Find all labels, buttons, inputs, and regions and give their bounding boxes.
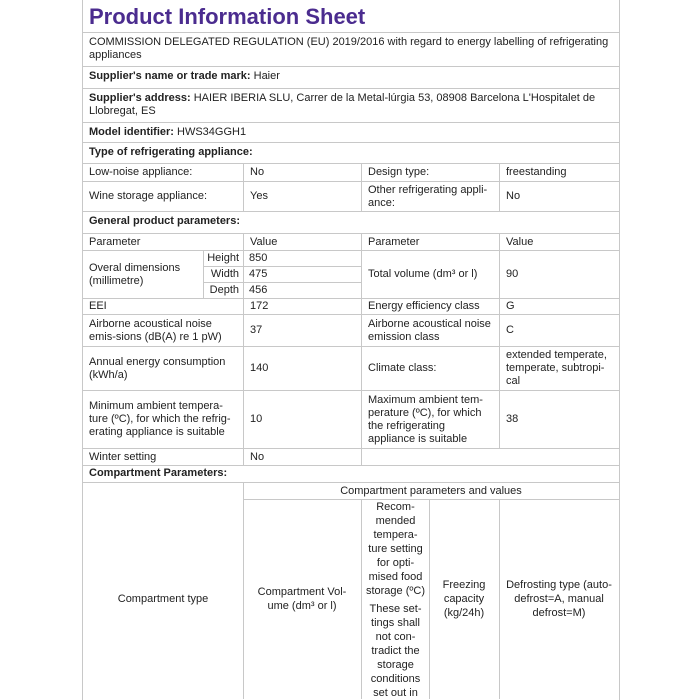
general-header-row (83, 234, 619, 251)
recommended-temperature-note: These set-tings shall not con-tradict the storage conditions set out in (369, 603, 422, 699)
design-type-label: Design type: (361, 164, 499, 181)
total-volume-value: 90 (499, 251, 619, 298)
width-label: Width (210, 268, 239, 280)
eei-value: 172 (243, 299, 361, 314)
low-noise-row (83, 164, 619, 182)
model-label: Model identifier: (89, 126, 174, 138)
wine-storage-label: Wine storage appliance: (89, 190, 208, 202)
supplier-name-row (83, 67, 619, 89)
defrosting-type-header: Defrosting type (auto-defrost=A, manual defrost=M) (506, 579, 612, 619)
low-noise-value: No (243, 164, 361, 181)
other-refrigerating-label: Other refrigerating appli-ance: (361, 182, 499, 211)
type-heading: Type of refrigerating appliance: (83, 143, 619, 164)
product-information-sheet (82, 0, 620, 700)
winter-setting-empty (361, 449, 619, 465)
low-noise-label: Low-noise appliance: (89, 166, 193, 178)
annual-energy-label: Annual energy consumption (kWh/a) (89, 355, 226, 381)
freezing-capacity-header: Freezing capacity (kg/24h) (442, 579, 486, 619)
value-header-2: Value (499, 234, 619, 250)
supplier-address-value: HAIER IBERIA SLU, Carrer de la Metal-lúrgia 53, 08908 Barcelona L'Hospitalet de Llobregat, ES (89, 92, 596, 117)
parameter-header-2: Parameter (361, 234, 499, 250)
other-refrigerating-value: No (499, 182, 619, 211)
total-volume-label: Total volume (dm³ or l) (361, 251, 499, 298)
height-label: Height (207, 252, 239, 264)
wine-storage-value: Yes (243, 182, 361, 211)
supplier-name-value: Haier (253, 70, 280, 82)
energy-class-label: Energy efficiency class (361, 299, 499, 314)
design-type-value: freestanding (499, 164, 619, 181)
width-value: 475 (249, 268, 268, 280)
recommended-temperature-header (362, 500, 429, 700)
supplier-address-label: Supplier's address: (89, 92, 191, 104)
annual-energy-row (83, 347, 619, 391)
supplier-name-label: Supplier's name or trade mark: (89, 70, 251, 82)
depth-label: Depth (209, 284, 239, 296)
max-temperature-label: Maximum ambient tem-perature (ºC), for which the refrigerating appliance is suitable (361, 391, 499, 448)
value-header: Value (243, 234, 361, 250)
supplier-address-row (83, 89, 619, 123)
ambient-temperature-row (83, 391, 619, 449)
winter-setting-row (83, 449, 619, 466)
wine-storage-row (83, 182, 619, 212)
min-temperature-value: 10 (243, 391, 361, 448)
energy-class-value: G (499, 299, 619, 314)
recommended-temperature-text: Recom-mended tempera-ture setting for opti-mised food storage (ºC) (365, 501, 426, 597)
max-temperature-value: 38 (499, 391, 619, 448)
parameter-header: Parameter (89, 235, 141, 248)
height-value: 850 (249, 252, 268, 264)
depth-value: 456 (249, 284, 268, 296)
regulation-row (83, 33, 619, 67)
model-value: HWS34GGH1 (177, 126, 247, 138)
climate-class-value: extended temperate, temperate, subtropi-cal (499, 347, 619, 390)
noise-class-label: Airborne acoustical noise emission class (361, 315, 499, 346)
dimensions-row (83, 251, 619, 299)
noise-emissions-value: 37 (243, 315, 361, 346)
compartment-volume-header: Compartment Vol-ume (dm³ or l) (257, 586, 347, 612)
compartment-table (83, 483, 619, 699)
model-row (83, 123, 619, 143)
eei-row (83, 299, 619, 315)
climate-class-label: Climate class: (361, 347, 499, 390)
winter-setting-label: Winter setting (89, 450, 157, 463)
eei-label: EEI (89, 300, 107, 312)
noise-class-value: C (499, 315, 619, 346)
compartment-type-header: Compartment type (117, 593, 209, 605)
dimensions-label: Overal dimensions (millimetre) (89, 261, 181, 287)
page-title: Product Information Sheet (83, 0, 619, 33)
min-temperature-label: Minimum ambient tempera-ture (ºC), for which the refrig-erating appliance is suitable (89, 400, 231, 438)
general-heading: General product parameters: (83, 212, 619, 234)
compartment-heading: Compartment Parameters: (83, 466, 619, 483)
winter-setting-value: No (243, 449, 361, 465)
regulation-text: COMMISSION DELEGATED REGULATION (EU) 2019/2016 with regard to energy labelling of refrigerating appliances (89, 36, 609, 61)
compartment-group-header: Compartment parameters and values (340, 485, 522, 497)
noise-emissions-label: Airborne acoustical noise emis-sions (dB(A) re 1 pW) (89, 317, 222, 343)
noise-row (83, 315, 619, 347)
annual-energy-value: 140 (243, 347, 361, 390)
